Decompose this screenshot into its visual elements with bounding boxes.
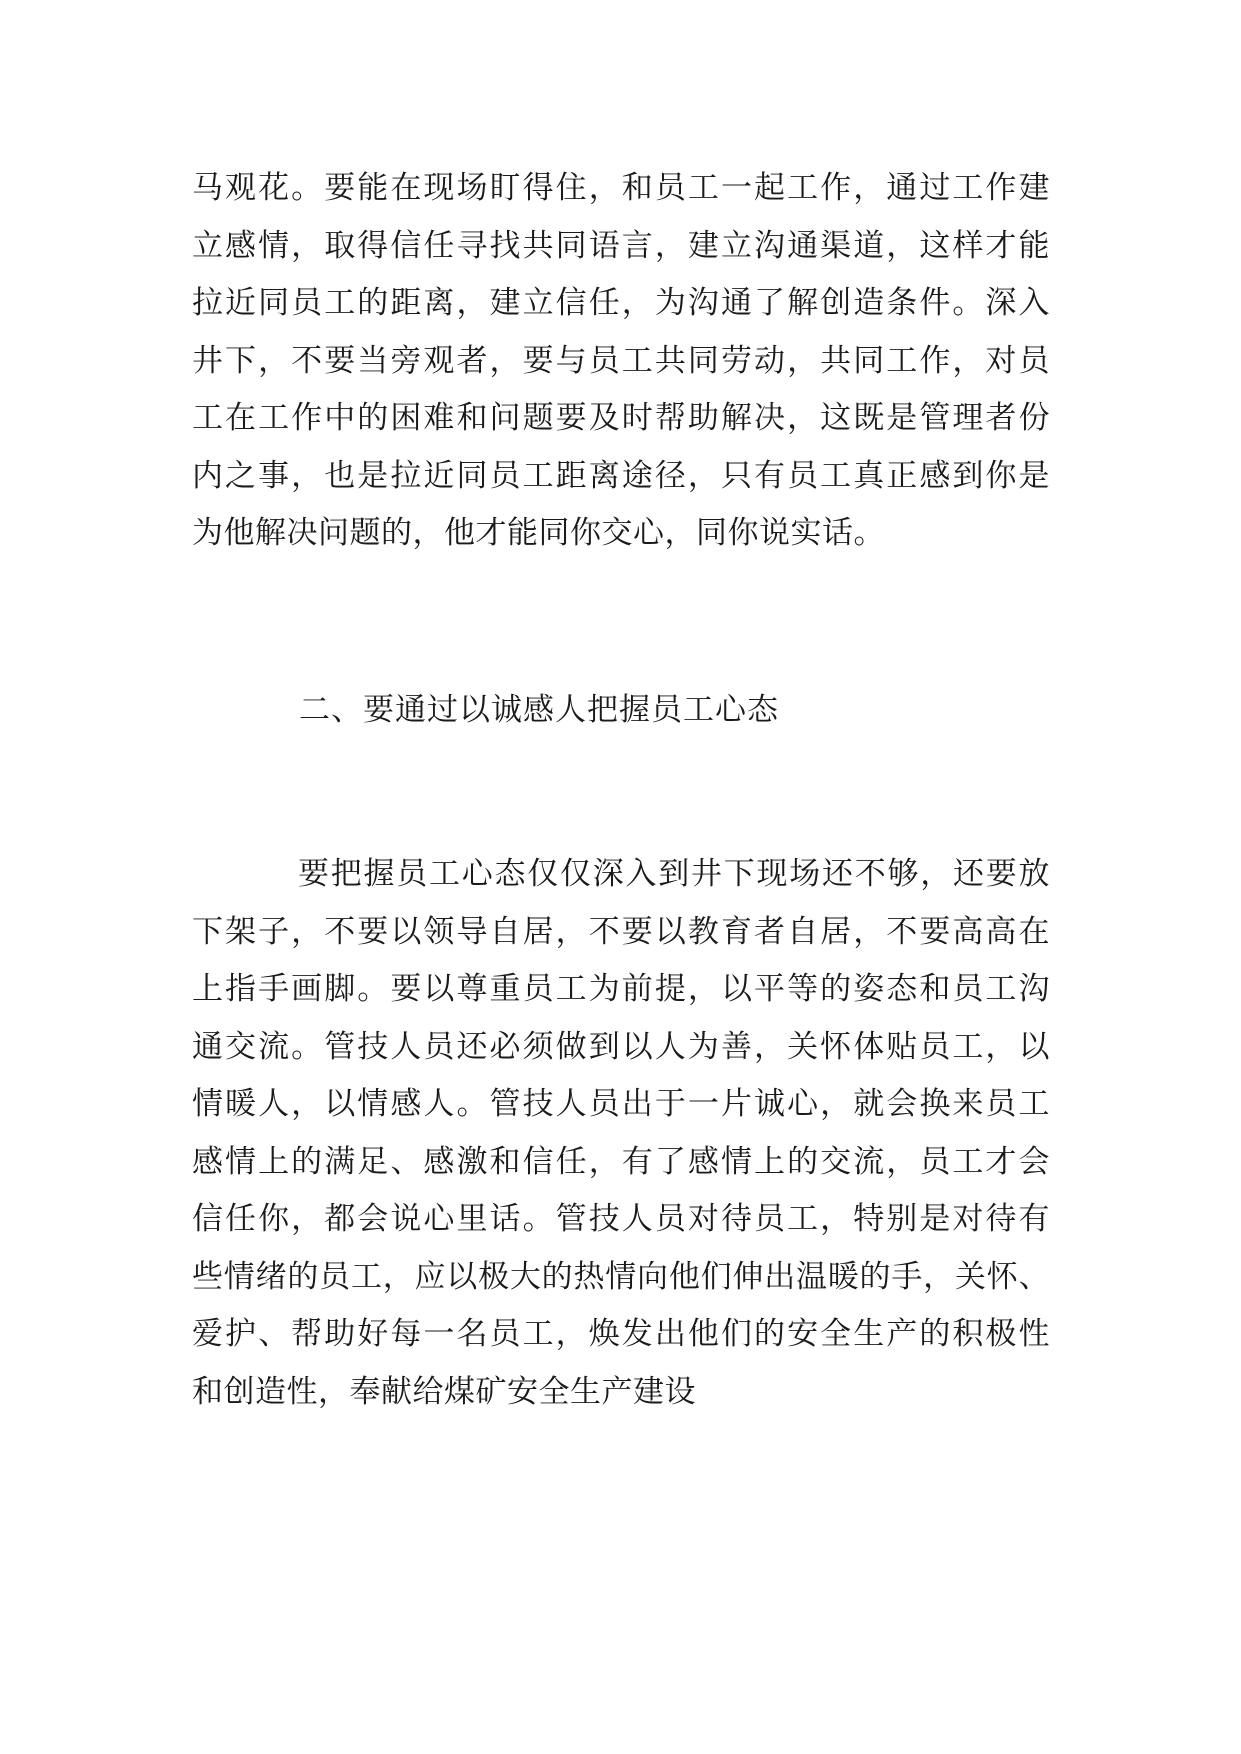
section-heading: 二、要通过以诚感人把握员工心态: [299, 692, 779, 728]
text-line: 井下，不要当旁观者，要与员工共同劳动，共同工作，对员: [192, 342, 1050, 379]
text-line: 要把握员工心态仅仅深入到井下现场还不够，还要放: [298, 856, 1050, 892]
text-line: 立感情，取得信任寻找共同语言，建立沟通渠道，这样才能: [192, 227, 1050, 264]
text-line: 感情上的满足、感激和信任，有了感情上的交流，员工才会: [192, 1143, 1050, 1180]
text-line: 上指手画脚。要以尊重员工为前提，以平等的姿态和员工沟: [192, 971, 1050, 1007]
text-line: 工在工作中的困难和问题要及时帮助解决，这既是管理者份: [192, 400, 1050, 436]
text-line: 信任你，都会说心里话。管技人员对待员工，特别是对待有: [192, 1201, 1050, 1237]
text-line: 为他解决问题的，他才能同你交心，同你说实话。: [192, 515, 885, 551]
text-line: 和创造性，奉献给煤矿安全生产建设: [192, 1373, 696, 1410]
text-line: 通交流。管技人员还必须做到以人为善，关怀体贴员工，以: [192, 1028, 1050, 1065]
text-line: 下架子，不要以领导自居，不要以教育者自居，不要高高在: [192, 913, 1050, 950]
text-line: 拉近同员工的距离，建立信任，为沟通了解创造条件。深入: [192, 285, 1050, 321]
text-line: 内之事，也是拉近同员工距离途径，只有员工真正感到你是: [192, 457, 1050, 494]
paragraph-continued: [192, 160, 1050, 563]
text-line: 些情绪的员工，应以极大的热情向他们伸出温暖的手，关怀、: [192, 1258, 1050, 1295]
paragraph-body: [192, 846, 1050, 1421]
text-line: 爱护、帮助好每一名员工，焕发出他们的安全生产的积极性: [192, 1316, 1050, 1352]
text-line: 情暖人，以情感人。管技人员出于一片诚心，就会换来员工: [192, 1086, 1050, 1122]
text-line: 马观花。要能在现场盯得住，和员工一起工作，通过工作建: [192, 170, 1050, 206]
